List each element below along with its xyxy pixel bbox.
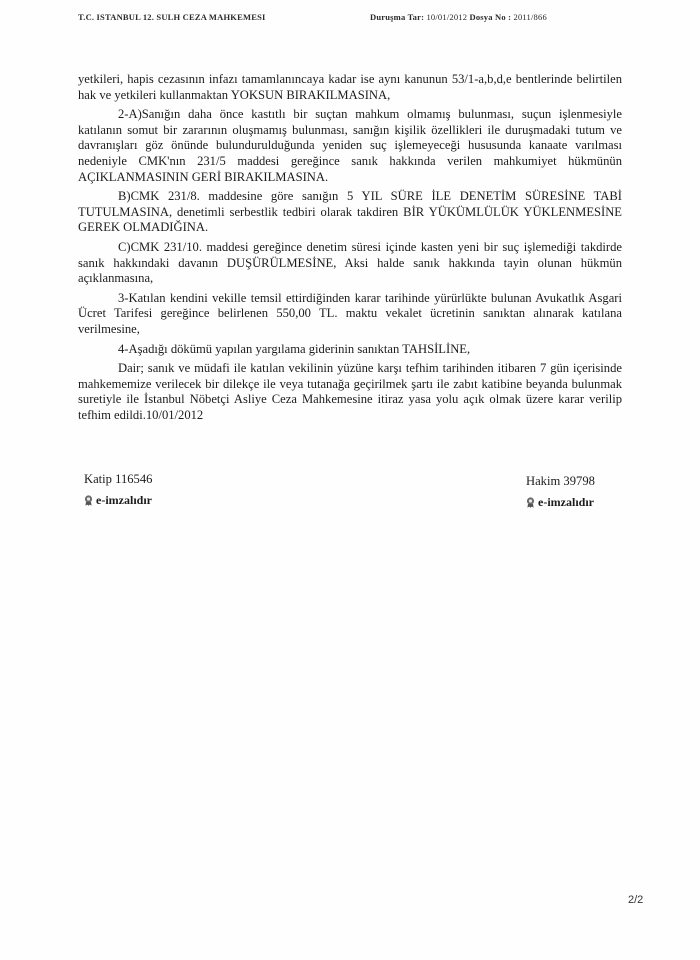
esign-seal-icon [526,497,535,508]
decision-body [78,72,622,427]
hearing-date-label: Duruşma Tar: [370,12,425,22]
page-number: 2/2 [628,894,644,906]
paragraph-4: 4-Aşadığı dökümü yapılan yargılama giderinin sanıktan TAHSİLİNE, [118,341,471,356]
paragraph-2a: 2-A)Sanığın daha önce kastıtlı bir suçtan mahkum olmamış bulunması, suçun işlenmesiyle katılanın somut bir zararının oluşmamış bulunması, sanığın kişilik özellikleri ile duruşmadaki tutum ve davranışları göz önünde bulundurulduğunda yeniden suç işlemeyeceği hususunda kanaate varılması nedeniyle CMK'nın 231/5 maddesi gereğince sanık hakkında verilen mahkumiyet hükmünün AÇIKLANMASININ GERİ BIRAKILMASINA. [78,107,622,184]
esign-seal-icon [84,495,93,506]
paragraph-closing: Dair; sanık ve müdafi ile katılan vekilinin yüzüne karşı tefhim tarihinden itibaren 7 gün içerisinde mahkememize verilecek bir dilekçe ile veya tutanağa geçirilmek şartı ile zabıt katibine beyanda bulunmak suretiyle ile İstanbul Nöbetçi Asliye Ceza Mahkemesine itiraz yasa yolu açık olmak üzere karar verilip tefhim edildi.10/01/2012 [78,361,622,422]
paragraph-2b: B)CMK 231/8. maddesine göre sanığın 5 YIL SÜRE İLE DENETİM SÜRESİNE TABİ TUTULMASINA, denetimli serbestlik tedbiri olarak takdiren BİR YÜKÜMLÜLÜK YÜKLENMESİNE GEREK OLMADIĞINA. [78,189,622,235]
clerk-signature [84,472,152,508]
hearing-date: 10/01/2012 [426,12,468,22]
paragraph-continuation: yetkileri, hapis cezasının infazı tamamlanıncaya kadar ise aynı kanunun 53/1-a,b,d,e bentlerinde belirtilen hak ve yetkileri kullanmaktan YOKSUN BIRAKILMASINA, [78,72,622,102]
clerk-label: Katip 116546 [84,472,153,486]
judge-signature [526,474,595,510]
case-meta [370,12,547,22]
judge-esign [526,495,595,510]
judge-label: Hakim 39798 [526,474,595,488]
paragraph-3: 3-Katılan kendini vekille temsil ettirdiğinden karar tarihinde yürürlükte bulunan Avukatlık Asgari Ücret Tarifesi gereğince belirlenen 550,00 TL. maktu vekalet ücretinin sanıktan alınarak katılana verilmesine, [78,290,622,336]
paragraph-2c: C)CMK 231/10. maddesi gereğince denetim süresi içinde kasten yeni bir suç işlemediği takdirde sanık hakkındaki davanın DUŞÜRÜLMESİNE, Aksi halde sanık hakkında tayin olunan hükmün açıklanmasına, [78,239,622,286]
clerk-esign [84,493,152,508]
clerk-esign-text: e-imzalıdır [96,493,152,507]
file-no: 2011/866 [513,12,547,22]
court-name: T.C. ISTANBUL 12. SULH CEZA MAHKEMESI [78,12,266,22]
file-no-label: Dosya No : [469,12,512,22]
judge-esign-text: e-imzalıdır [538,495,594,509]
